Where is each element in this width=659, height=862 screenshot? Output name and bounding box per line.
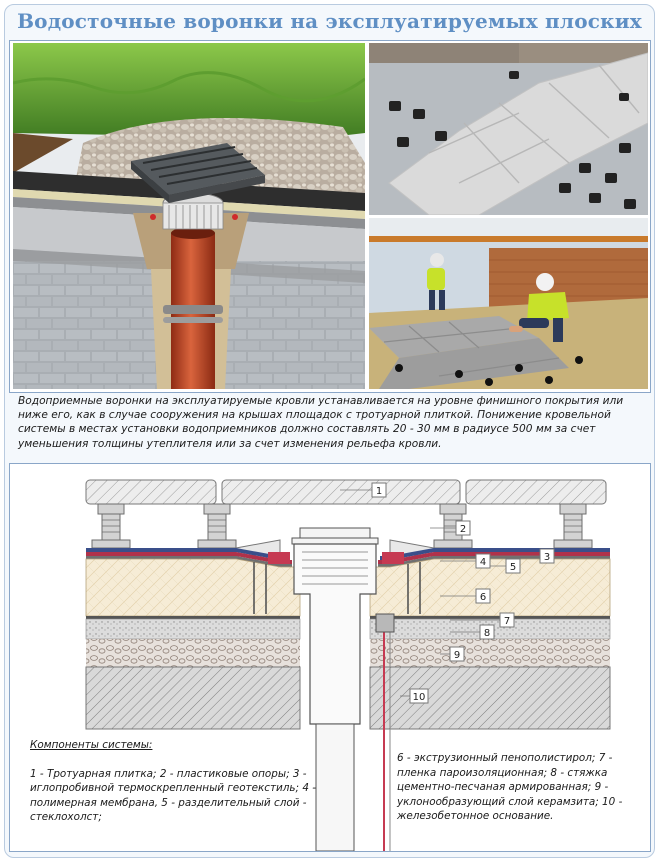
callout-3-label: 3 (543, 552, 551, 563)
callout-10-label: 10 (412, 692, 426, 703)
callout-4 (476, 554, 490, 568)
drain-cutaway-photo (13, 43, 365, 389)
callout-2 (456, 521, 470, 535)
callout-5-label: 5 (509, 562, 517, 573)
callout-7-label: 7 (503, 616, 511, 627)
workers-laying-tiles-photo (369, 218, 648, 389)
callout-4-label: 4 (479, 557, 487, 568)
page-title: Водосточные воронки на эксплуатируемых плоских (17, 9, 642, 33)
legend-left-text: 1 - Тротуарная плитка; 2 - пластиковые опоры; 3 - иглопробивной термоскрепленный геотекстиль; 4 - полимерная мембрана, 5 - разделительный слой - стеклохолст; (30, 767, 317, 824)
callout-1 (372, 483, 386, 497)
callout-10 (410, 689, 428, 703)
legend-left (30, 738, 350, 825)
callout-8 (480, 625, 494, 639)
legend-right-text: 6 - экструзионный пенополистирол; 7 - пленка пароизоляционная; 8 - стяжка цементно-песчаная армированная; 9 - уклонообразующий слой керамзита; 10 - железобетонное основание. (397, 752, 623, 823)
callout-1-label: 1 (375, 486, 383, 497)
callout-5 (506, 559, 520, 573)
legend-heading: Компоненты системы: (30, 739, 153, 751)
callout-6 (476, 589, 490, 603)
pedestal-paving-photo (369, 43, 648, 215)
callout-7 (500, 613, 514, 627)
callout-6-label: 6 (479, 592, 487, 603)
callout-3 (540, 549, 554, 563)
callout-9-label: 9 (453, 650, 461, 661)
callout-2-label: 2 (459, 524, 467, 535)
callout-8-label: 8 (483, 628, 491, 639)
description-text: Водоприемные воронки на эксплуатируемые кровли устанавливается на уровне финишного покрытия или ниже его, как в случае сооружения на крышах площадок с тротуарной плиткой. Понижение кровельной системы в местах установки водоприемников должно составлять 20 - 30 мм в радиусе 500 мм за счет уменьшения толщины утеплителя или за счет изменения рельефа кровли. (18, 395, 624, 450)
callout-9 (450, 647, 464, 661)
photo-panel (9, 40, 651, 393)
